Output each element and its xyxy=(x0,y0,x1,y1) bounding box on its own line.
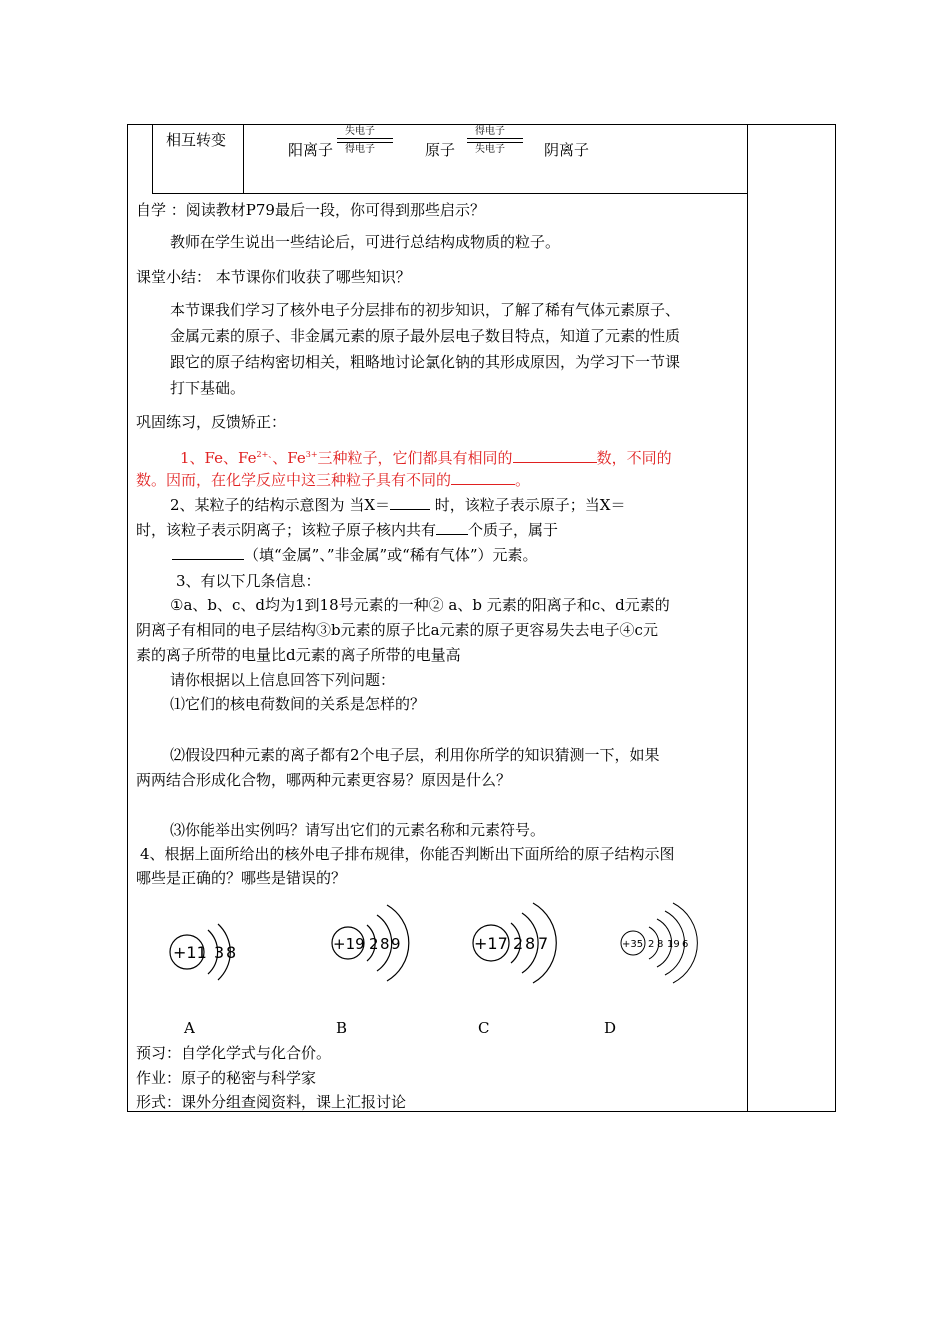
teacher-note: 教师在学生说出一些结论后，可进行总结构成物质的粒子。 xyxy=(170,233,561,251)
diagram-d-label: D xyxy=(604,1019,617,1037)
q1-blank-2[interactable] xyxy=(451,470,515,485)
question-2-line-2 xyxy=(136,520,558,540)
diagram-b-nucleus: +19 xyxy=(333,935,365,953)
conversion-arrow-2 xyxy=(467,126,523,156)
q2-part-a: 2、某粒子的结构示意图为 当X＝ xyxy=(170,496,390,514)
q1-part-f: 。 xyxy=(515,471,531,489)
question-3-sub-2-line-2: 两两结合形成化合物，哪两种元素更容易？原因是什么？ xyxy=(136,771,512,789)
atom-label: 原子 xyxy=(425,141,456,159)
q1-sup-2: 3+ xyxy=(305,450,318,459)
diagram-d-shell-3: 19 xyxy=(667,939,680,950)
mutual-conversion-separator xyxy=(243,124,244,194)
mutual-label: 相互转变 xyxy=(166,131,227,149)
question-3-info-line-1: ①a、b、c、d均为1到18号元素的一种② a、b 元素的阳离子和c、d元素的 xyxy=(170,596,670,614)
atom-diagram-a xyxy=(160,912,250,992)
q2-part-e: （填“金属”、”非金属”或“稀有气体”）元素。 xyxy=(244,546,538,564)
atom-diagram-c xyxy=(465,895,560,995)
summary-para-line-4: 打下基础。 xyxy=(170,379,246,397)
summary-para-line-1: 本节课我们学习了核外电子分层排布的初步知识，了解了稀有气体元素原子、 xyxy=(170,301,681,319)
question-2-line-1 xyxy=(170,495,625,515)
arrow-2-bottom-label: 失电子 xyxy=(475,144,505,155)
q2-blank-2[interactable] xyxy=(436,520,468,535)
q1-sup-1: 2+、 xyxy=(256,450,273,459)
homework-task: 作业：原子的秘密与科学家 xyxy=(136,1069,317,1087)
arrow-2-top-label: 得电子 xyxy=(475,126,505,137)
diagram-b-shell-3: 9 xyxy=(391,935,401,953)
q2-part-d: 个质子，属于 xyxy=(468,521,559,539)
question-3-sub-2-line-1: ⑵假设四种元素的离子都有2个电子层，利用你所学的知识猜测一下，如果 xyxy=(170,746,660,764)
question-3-sub-1: ⑴它们的核电荷数间的关系是怎样的？ xyxy=(170,695,426,713)
summary-para-line-3: 跟它的原子结构密切相关，粗略地讨论氯化钠的其形成原因，为学习下一节课 xyxy=(170,353,681,371)
question-3-title: 3、有以下几条信息： xyxy=(176,572,321,590)
question-3-info-line-3: 素的离子所带的电量比d元素的离子所带的电量高 xyxy=(136,646,461,664)
diagram-b-shell-2: 8 xyxy=(380,935,390,953)
anion-label: 阴离子 xyxy=(544,141,590,159)
summary-heading: 课堂小结： 本节课你们收获了哪些知识？ xyxy=(136,268,411,286)
summary-para-line-2: 金属元素的原子、非金属元素的原子最外层电子数目特点，知道了元素的性质 xyxy=(170,327,681,345)
q2-blank-1[interactable] xyxy=(390,495,430,510)
q1-part-c: 三种粒子，它们都具有相同的 xyxy=(317,449,513,467)
diagram-d-shell-1: 2 xyxy=(648,939,655,950)
diagram-b-shell-1: 2 xyxy=(369,935,379,953)
q2-part-b: 时，该粒子表示原子；当X＝ xyxy=(430,496,626,514)
diagram-c-shell-3: 7 xyxy=(538,934,549,953)
q1-blank-1[interactable] xyxy=(513,448,597,463)
diagram-a-shell-2: 8 xyxy=(226,943,237,962)
cation-label: 阳离子 xyxy=(288,141,334,159)
diagram-a-label: A xyxy=(184,1019,195,1037)
activity-form: 形式：课外分组查阅资料，课上汇报讨论 xyxy=(136,1093,407,1111)
self-study-prompt: 自学 ：阅读教材P79最后一段，你可得到那些启示？ xyxy=(136,201,485,219)
q1-part-a: 1、Fe、Fe xyxy=(180,449,257,467)
diagram-c-nucleus: +17 xyxy=(474,934,508,953)
diagram-d-shell-4: 6 xyxy=(682,939,689,950)
question-4-line-1: 4、根据上面所给出的核外电子排布规律，你能否判断出下面所给的原子结构示图 xyxy=(140,845,675,863)
atom-diagram-d xyxy=(615,895,715,995)
question-1-line-1 xyxy=(180,445,672,468)
diagram-c-shell-1: 2 xyxy=(513,934,524,953)
question-2-line-3 xyxy=(172,545,538,565)
preview-task: 预习：自学化学式与化合价。 xyxy=(136,1044,332,1062)
diagram-d-shell-2: 8 xyxy=(657,939,664,950)
question-3-info-line-2: 阴离子有相同的电子层结构③b元素的原子比a元素的原子更容易失去电子④c元 xyxy=(136,621,658,639)
question-1-line-2 xyxy=(136,470,530,490)
diagram-d-nucleus: +35 xyxy=(622,939,644,950)
atom-diagram-b xyxy=(325,895,415,995)
arrow-1-top-label: 失电子 xyxy=(345,126,375,137)
diagram-b-label: B xyxy=(336,1019,348,1037)
diagram-a-nucleus: +11 xyxy=(173,943,207,962)
diagram-a-shell-1: 3 xyxy=(214,943,225,962)
right-column-divider xyxy=(747,124,748,1112)
question-3-instruction: 请你根据以上信息回答下列问题： xyxy=(170,671,396,689)
q1-part-b: 、Fe xyxy=(272,449,306,467)
question-3-sub-3: ⑶你能举出实例吗？请写出它们的元素名称和元素符号。 xyxy=(170,821,546,839)
q1-part-d: 数，不同的 xyxy=(596,449,672,467)
conversion-arrow-1 xyxy=(337,126,393,156)
diagram-c-label: C xyxy=(478,1019,490,1037)
practice-heading: 巩固练习，反馈矫正： xyxy=(136,413,287,431)
q2-blank-3[interactable] xyxy=(172,545,244,560)
q2-part-c: 时，该粒子表示阴离子；该粒子原子核内共有 xyxy=(136,521,437,539)
question-4-line-2: 哪些是正确的？哪些是错误的？ xyxy=(136,869,347,887)
diagram-c-shell-2: 8 xyxy=(525,934,536,953)
q1-part-e: 数。因而，在化学反应中这三种粒子具有不同的 xyxy=(136,471,452,489)
arrow-1-bottom-label: 得电子 xyxy=(345,144,375,155)
